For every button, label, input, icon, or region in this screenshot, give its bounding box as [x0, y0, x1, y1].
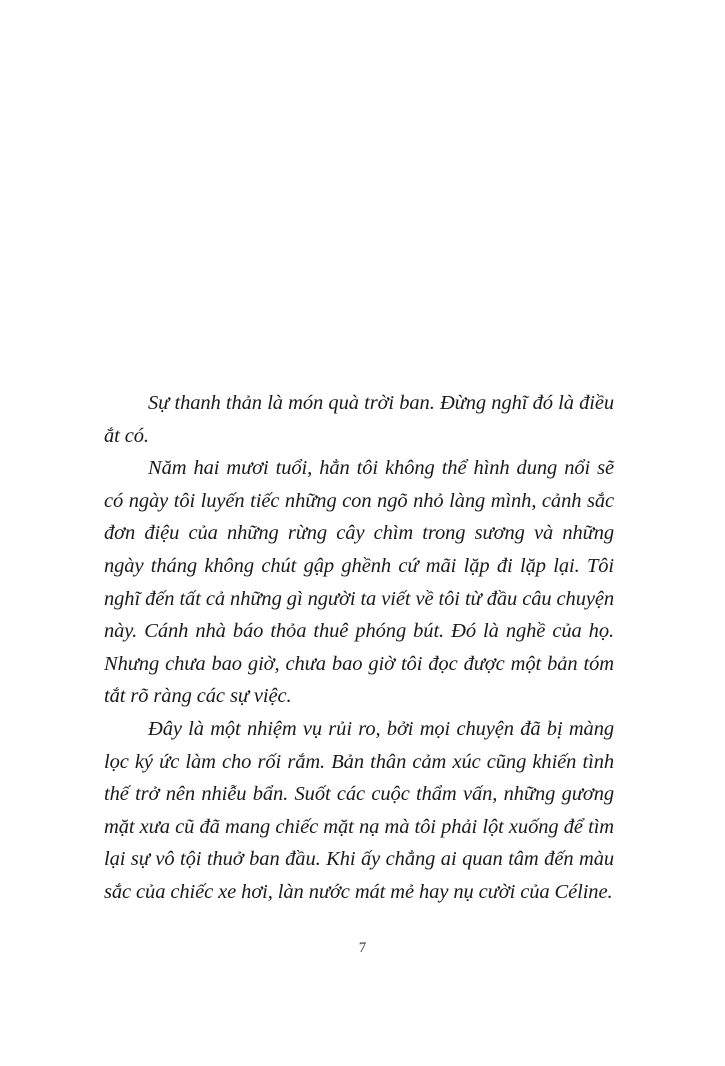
page-number: 7: [358, 940, 367, 956]
paragraph: Năm hai mươi tuổi, hẳn tôi không thể hình dung nổi sẽ có ngày tôi luyến tiếc những con ngõ nhỏ làng mình, cảnh sắc đơn điệu của những rừng cây chìm trong sương và những ngày tháng không chút gập ghềnh cứ mãi lặp đi lặp lại. Tôi nghĩ đến tất cả những gì người ta viết về tôi từ đầu câu chuyện này. Cánh nhà báo thỏa thuê phóng bút. Đó là nghề của họ. Nhưng chưa bao giờ, chưa bao giờ tôi đọc được một bản tóm tắt rõ ràng các sự việc.: [104, 457, 614, 708]
paragraph: Sự thanh thản là món quà trời ban. Đừng nghĩ đó là điều ắt có.: [104, 392, 614, 447]
body-text: [104, 387, 614, 909]
paragraph: Đây là một nhiệm vụ rủi ro, bởi mọi chuyện đã bị màng lọc ký ức làm cho rối rắm. Bản thân cảm xúc cũng khiến tình thế trở nên nhiễu bẩn. Suốt các cuộc thẩm vấn, những gương mặt xưa cũ đã mang chiếc mặt nạ mà tôi phải lột xuống để tìm lại sự vô tội thuở ban đầu. Khi ấy chẳng ai quan tâm đến màu sắc của chiếc xe hơi, làn nước mát mẻ hay nụ cười của Céline.: [104, 717, 614, 903]
